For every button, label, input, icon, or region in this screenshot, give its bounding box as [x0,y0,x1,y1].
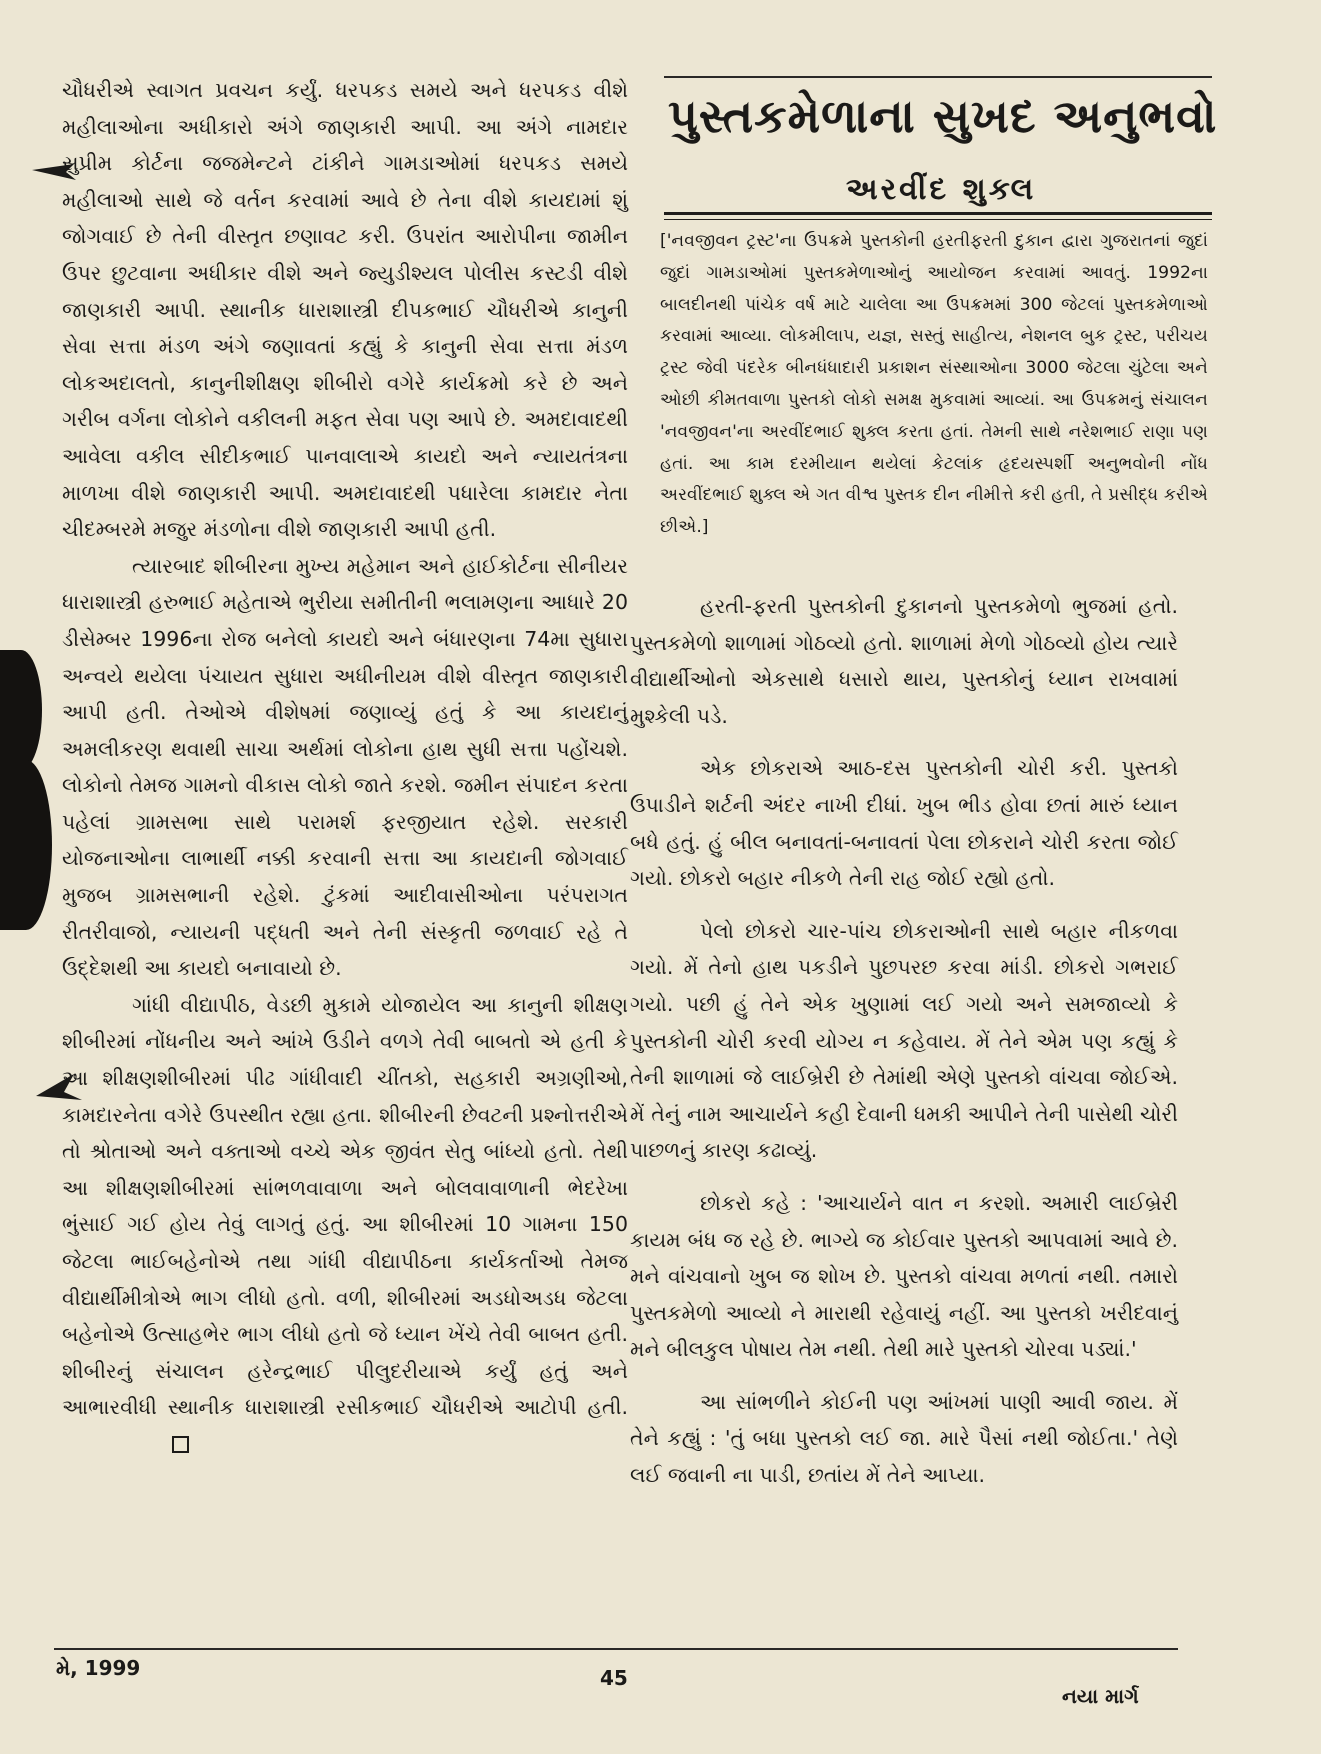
end-of-article-mark [172,1436,189,1453]
article-paragraph: આ સાંભળીને કોઈની પણ આંખમાં પાણી આવી જાય. મેં તેને કહ્યું : 'તું બધા પુસ્તકો લઈ જા. મારે પૈસાં નથી જોઈતા.' તેણે લઈ જવાની ના પાડી, છતાંય મેં તેને આપ્યા. [630,1389,1178,1488]
intro-rule [664,219,1212,220]
article-intro: ['નવજીવન ટ્રસ્ટ'ના ઉપક્રમે પુસ્તકોની હરતીફરતી દુકાન દ્વારા ગુજરાતનાં જુદાં જુદાં ગામડાઓમાં પુસ્તકમેળાઓનું આયોજન કરવામાં આવતું. 1992ના બાલદીનથી પાંચેક વર્ષ માટે ચાલેલા આ ઉપક્રમમાં 300 જેટલાં પુસ્તકમેળાઓ કરવામાં આવ્યા. લોકમીલાપ, યજ્ઞ, સસ્તું સાહીત્ય, નેશનલ બુક ટ્રસ્ટ, પરીચય ટ્રસ્ટ જેવી પંદરેક બીનધંધાદારી પ્રકાશન સંસ્થાઓના 3000 જેટલા ચુંટેલા અને ઓછી કીમતવાળા પુસ્તકો લોકો સમક્ષ મુકવામાં આવ્યાં. આ ઉપક્રમનું સંચાલન 'નવજીવન'ના અરવીંદભાઈ શુક્લ કરતા હતાં. તેમની સાથે નરેશભાઈ રાણા પણ હતાં. આ કામ દરમીયાન થયેલાં કેટલાંક હૃદયસ્પર્શી અનુભવોની નોંધ અરવીંદભાઈ શુક્લ એ ગત વીશ્વ પુસ્તક દીન નીમીત્તે કરી હતી, તે પ્રસીદ્ધ કરીએ છીએ.] [660,231,1208,538]
previous-article-column [62,72,628,1463]
page-number: 45 [600,1666,628,1690]
intro-rule [664,212,1212,215]
previous-article-paragraph: ત્યારબાદ શીબીરના મુખ્ય મહેમાન અને હાઈકોર્ટના સીનીયર ધારાશાસ્ત્રી હરુભાઈ મહેતાએ ભુરીયા સમીતીની ભલામણના આધારે 20 ડીસેમ્બર 1996ના રોજ બનેલો કાયદો અને બંધારણના 74મા સુધારા અન્વયે થયેલા પંચાયત સુધારા અધીનીયમ વીશે વીસ્તૃત જાણકારી આપી હતી. તેઓએ વીશેષમાં જણાવ્યું હતું કે આ કાયદાનું અમલીકરણ થવાથી સાચા અર્થમાં લોકોના હાથ સુધી સત્તા પહોંચશે. લોકોનો તેમજ ગામનો વીકાસ લોકો જાતે કરશે. જમીન સંપાદન કરતા પહેલાં ગ્રામસભા સાથે પરામર્શ ફરજીયાત રહેશે. સરકારી યોજનાઓના લાભાર્થી નક્કી કરવાની સત્તા આ કાયદાની જોગવાઈ મુજબ ગ્રામસભાની રહેશે. ટુંકમાં આદીવાસીઓના પરંપરાગત રીતરીવાજો, ન્યાયની પદ્ધતી અને તેની સંસ્કૃતી જળવાઈ રહે તે ઉદ્દેશથી આ કાયદો બનાવાયો છે. [62,553,628,981]
magazine-name: નયા માર્ગ [1062,1684,1139,1708]
article-paragraph: હરતી-ફરતી પુસ્તકોની દુકાનનો પુસ્તકમેળો ભુજમાં હતો. પુસ્તકમેળો શાળામાં ગોઠવ્યો હતો. શાળામાં મેળો ગોઠવ્યો હોય ત્યારે વીદ્યાર્થીઓનો એકસાથે ધસારો થાય, પુસ્તકોનું ધ્યાન રાખવામાં મુશ્કેલી પડે. [630,594,1178,728]
title-rule [664,76,1212,78]
article-paragraph: એક છોકરાએ આઠ-દસ પુસ્તકોની ચોરી કરી. પુસ્તકો ઉપાડીને શર્ટની અંદર નાખી દીધાં. ખુબ ભીડ હોવા છતાં મારું ધ્યાન બધે હતું. હું બીલ બનાવતાં-બનાવતાં પેલા છોકરાને ચોરી કરતા જોઈ ગયો. છોકરો બહાર નીકળે તેની રાહ જોઈ રહ્યો હતો. [630,756,1178,891]
article-author: અરવીંદ શુક્લ [846,172,1037,207]
article-paragraph: પેલો છોકરો ચાર-પાંચ છોકરાઓની સાથે બહાર નીકળવા ગયો. મેં તેનો હાથ પકડીને પુછપરછ કરવા માંડી. છોકરો ગભરાઈ ગયો. પછી હું તેને એક ખુણામાં લઈ ગયો અને સમજાવ્યો કે પુસ્તકોની ચોરી કરવી યોગ્ય ન કહેવાય. મેં તેને એમ પણ કહ્યું કે તેની શાળામાં જે લાઈબ્રેરી છે તેમાંથી એણે પુસ્તકો વાંચવા જોઈએ. મેં તેનું નામ આચાર્યને કહી દેવાની ધમકી આપીને તેની પાસેથી ચોરી પાછળનું કારણ કઢાવ્યું. [630,918,1178,1163]
article-body-column [630,588,1178,1494]
article-paragraph: છોકરો કહે : 'આચાર્યને વાત ન કરશો. અમારી લાઈબ્રેરી કાયમ બંધ જ રહે છે. ભાગ્યે જ કોઈવાર પુસ્તકો આપવામાં આવે છે. મને વાંચવાનો ખુબ જ શોખ છે. પુસ્તકો વાંચવા મળતાં નથી. તમારો પુસ્તકમેળો આવ્યો ને મારાથી રહેવાયું નહીં. આ પુસ્તકો ખરીદવાનું મને બીલકુલ પોષાય તેમ નથી. તેથી મારે પુસ્તકો ચોરવા પડ્યાં.' [630,1190,1178,1362]
previous-article-paragraph: ચૌધરીએ સ્વાગત પ્રવચન કર્યું. ધરપકડ સમયે અને ધરપકડ વીશે મહીલાઓના અધીકારો અંગે જાણકારી આપી. આ અંગે નામદાર સુપ્રીમ કોર્ટના જજમેન્ટને ટાંકીને ગામડાઓમાં ધરપકડ સમયે મહીલાઓ સાથે જે વર્તન કરવામાં આવે છે તેના વીશે કાયદામાં શું જોગવાઈ છે તેની વીસ્તૃત છણાવટ કરી. ઉપરાંત આરોપીના જામીન ઉપર છુટવાના અધીકાર વીશે અને જ્યુડીશ્યલ પોલીસ કસ્ટડી વીશે જાણકારી આપી. સ્થાનીક ધારાશાસ્ત્રી દીપકભાઈ ચૌધરીએ કાનુની સેવા સત્તા મંડળ અંગે જણાવતાં કહ્યું કે કાનુની સેવા સત્તા મંડળ લોકઅદાલતો, કાનુનીશીક્ષણ શીબીરો વગેરે કાર્યક્રમો કરે છે અને ગરીબ વર્ગના લોકોને વકીલની મફત સેવા પણ આપે છે. અમદાવાદથી આવેલા વકીલ સીદીકભાઈ પાનવાલાએ કાયદો અને ન્યાયતંત્રના માળખા વીશે જાણકારી આપી. અમદાવાદથી પધારેલા કામદાર નેતા ચીદમ્બરમે મજુર મંડળોના વીશે જાણકારી આપી હતી. [62,78,628,542]
article-title: પુસ્તકમેળાના સુખદ અનુભવો [668,89,1218,143]
scan-blot [0,650,42,770]
issue-date: મે, 1999 [56,1656,141,1680]
scan-blot [0,760,52,930]
footer-rule [54,1648,1178,1650]
previous-article-paragraph: ગાંધી વીદ્યાપીઠ, વેડછી મુકામે યોજાયેલ આ કાનુની શીક્ષણ શીબીરમાં નોંધનીય અને આંખે ઉડીને વળગે તેવી બાબતો એ હતી કે આ શીક્ષણશીબીરમાં પીઢ ગાંધીવાદી ચીંતકો, સહકારી અગ્રણીઓ, કામદારનેતા વગેરે ઉપસ્થીત રહ્યા હતા. શીબીરની છેવટની પ્રશ્નોત્તરીએ તો શ્રોતાઓ અને વક્તાઓ વચ્ચે એક જીવંત સેતુ બાંધ્યો હતો. તેથી આ શીક્ષણશીબીરમાં સાંભળવાવાળા અને બોલવાવાળાની ભેદરેખા ભુંસાઈ ગઈ હોય તેવું લાગતું હતું. આ શીબીરમાં 10 ગામના 150 જેટલા ભાઈબહેનોએ તથા ગાંધી વીદ્યાપીઠના કાર્યકર્તાઓ તેમજ વીદ્યાર્થીમીત્રોએ ભાગ લીધો હતો. વળી, શીબીરમાં અડધોઅડધ જેટલા બહેનોએ ઉત્સાહભેર ભાગ લીધો હતો જે ધ્યાન ખેંચે તેવી બાબત હતી. શીબીરનું સંચાલન હરેન્દ્રભાઈ પીલુદરીયાએ કર્યું હતું અને આભારવીધી સ્થાનીક ધારાશાસ્ત્રી રસીકભાઈ ચૌધરીએ આટોપી હતી. [62,987,628,1463]
